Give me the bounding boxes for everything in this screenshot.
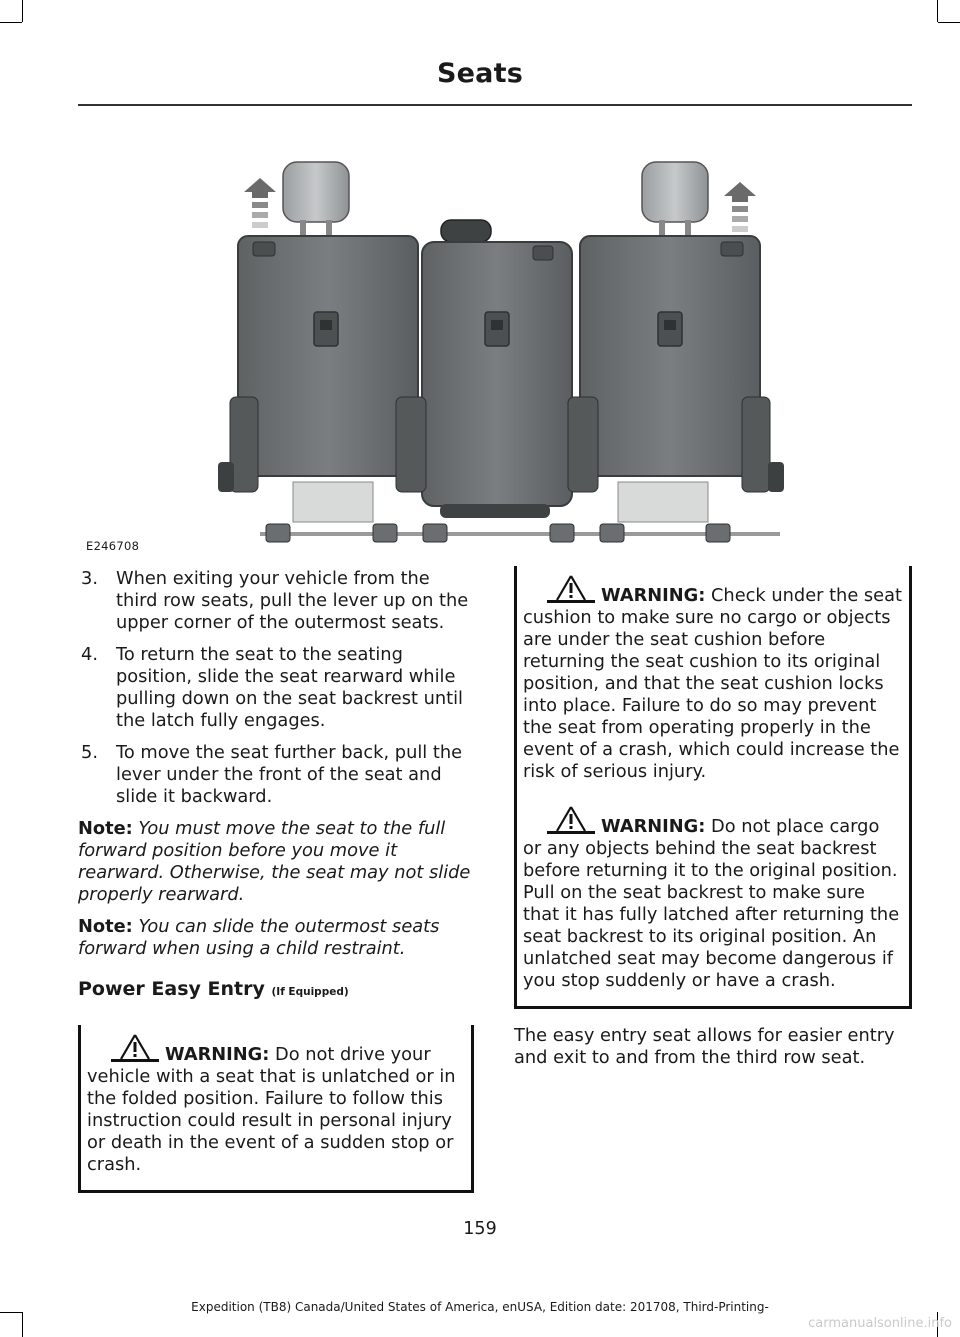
step-number: 5. — [81, 742, 98, 763]
warning-label: WARNING: — [601, 585, 706, 606]
page-number: 159 — [463, 1219, 497, 1239]
warning-body: Do not place cargo or any objects behind the seat backrest before returning it to the original position. Pull on the seat backrest to make sure that it has fully latched after returning the seat backrest to its original position. An unlatched seat may become dangerous if you stop suddenly or have a crash. — [523, 816, 900, 991]
warning-box — [78, 1025, 474, 1193]
figure-code: E246708 — [86, 539, 140, 553]
warning-body: Check under the seat cushion to make sure no cargo or objects are under the seat cushion before returning the seat cushion to its original position, and that the seat cushion locks into place. Failure to do so may prevent the seat from operating properly in the event of a crash, which could increase the risk of serious injury. — [523, 585, 902, 782]
crop-mark — [22, 1312, 23, 1337]
watermark: carmanualsonline.info — [808, 1316, 952, 1331]
step-text: To return the seat to the seating position, slide the seat rearward while pulling down on the seat backrest until the latch fully engages. — [116, 644, 463, 731]
footer-text: Expedition (TB8) Canada/United States of America, enUSA, Edition date: 201708, Third-Printing- — [191, 1300, 769, 1314]
warning-triangle-icon — [545, 574, 597, 604]
warning-triangle-icon — [545, 805, 597, 835]
note-text: You must move the seat to the full forward position before you move it rearward. Otherwise, the seat may not slide properly rearward. — [78, 818, 471, 905]
note-label: Note: — [78, 916, 133, 937]
up-arrow-icon — [724, 182, 756, 232]
header-rule — [78, 104, 912, 106]
step-text: When exiting your vehicle from the third row seats, pull the lever up on the upper corner of the outermost seats. — [116, 568, 469, 633]
warning-triangle-icon — [109, 1033, 161, 1063]
right-column — [514, 566, 912, 1069]
up-arrow-icon — [244, 178, 276, 228]
body-paragraph: The easy entry seat allows for easier entry and exit to and from the third row seat. — [514, 1025, 895, 1068]
list-item — [78, 742, 474, 808]
section-heading — [78, 978, 474, 1003]
seat-illustration — [78, 142, 912, 562]
warning-text — [523, 805, 903, 992]
warning-label: WARNING: — [601, 816, 706, 837]
note — [78, 916, 474, 960]
warning-text — [523, 574, 903, 783]
step-number: 3. — [81, 568, 98, 589]
crop-mark — [937, 0, 938, 22]
crop-mark — [22, 0, 23, 22]
note — [78, 818, 474, 906]
list-item — [78, 644, 474, 732]
warning-box — [514, 566, 912, 1009]
crop-mark — [938, 22, 960, 23]
note-label: Note: — [78, 818, 133, 839]
step-number: 4. — [81, 644, 98, 665]
note-text: You can slide the outermost seats forward when using a child restraint. — [78, 916, 440, 959]
page-title: Seats — [437, 58, 523, 89]
left-column — [78, 568, 474, 1193]
step-text: To move the seat further back, pull the lever under the front of the seat and slide it backward. — [116, 742, 463, 807]
section-title: Power Easy Entry — [78, 978, 265, 1000]
list-item — [78, 568, 474, 634]
crop-mark — [0, 22, 22, 23]
warning-label: WARNING: — [165, 1044, 270, 1065]
section-qualifier: (If Equipped) — [271, 986, 349, 998]
warning-body: Do not drive your vehicle with a seat that is unlatched or in the folded position. Failure to follow this instruction could result in personal injury or death in the event of a sudden stop or crash. — [87, 1044, 456, 1175]
warning-text — [87, 1033, 465, 1176]
